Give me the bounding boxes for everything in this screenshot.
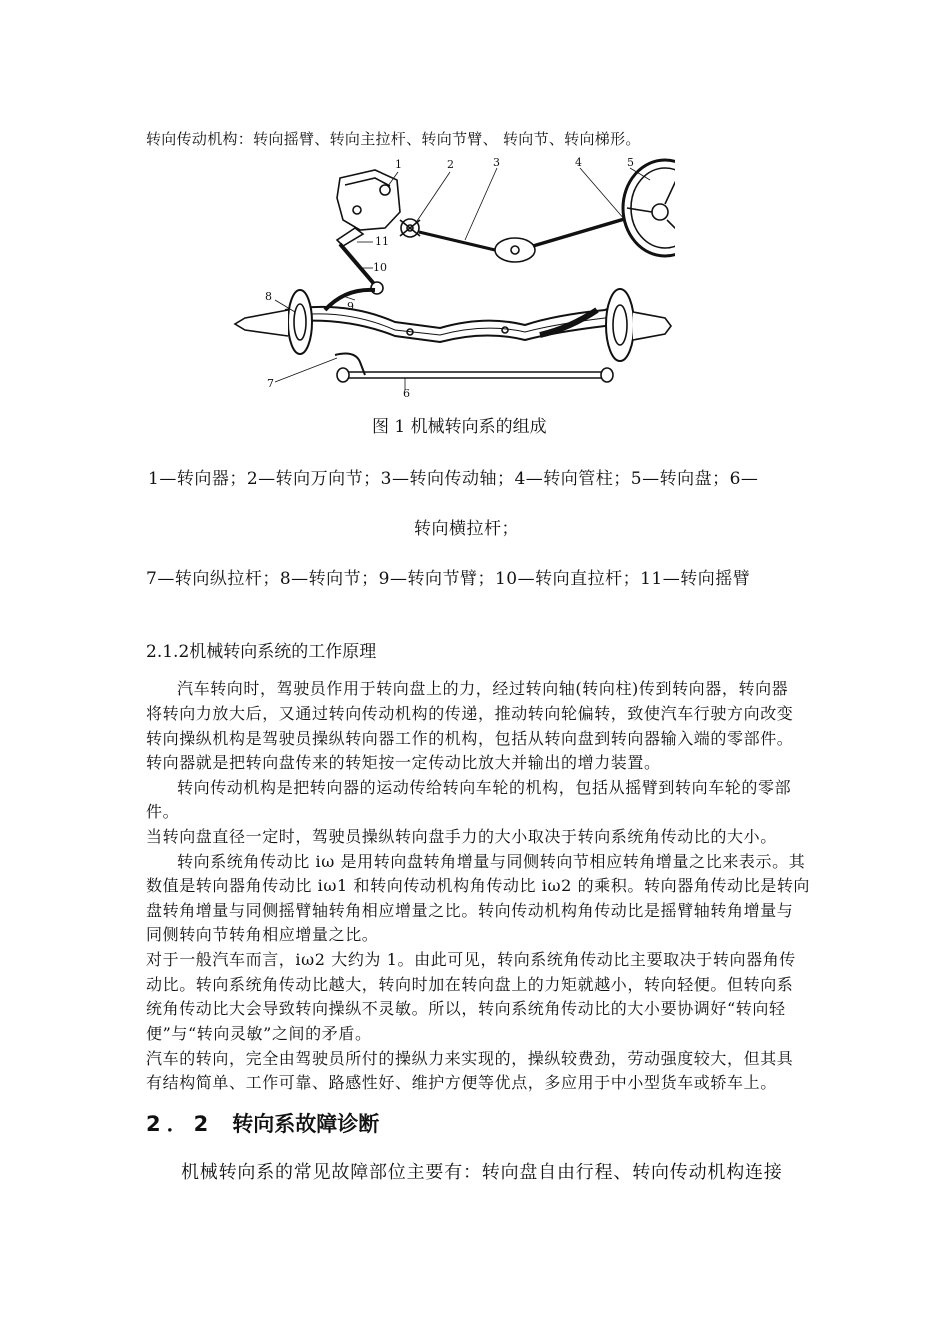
paragraph-line: 数值是转向器角传动比 iω1 和转向传动机构角传动比 iω2 的乘积。转向器角传动比是转向 bbox=[146, 876, 811, 895]
paragraph-line: 汽车转向时，驾驶员作用于转向盘上的力，经过转向轴(转向柱)传到转向器，转向器 bbox=[177, 679, 789, 698]
paragraph-line: 统角传动比大会导致转向操纵不灵敏。所以，转向系统角传动比的大小要协调好“转向轻 bbox=[146, 999, 786, 1018]
steering-system-diagram bbox=[225, 150, 675, 400]
paragraph-line: 盘转角增量与同侧摇臂轴转角相应增量之比。转向传动机构角传动比是摇臂轴转角增量与 bbox=[146, 901, 794, 920]
paragraph-line: 当转向盘直径一定时，驾驶员操纵转向盘手力的大小取决于转向系统角传动比的大小。 bbox=[146, 827, 777, 846]
label-10: 10 bbox=[373, 261, 387, 274]
paragraph-line: 对于一般汽车而言，iω2 大约为 1。由此可见，转向系统角传动比主要取决于转向器角传 bbox=[146, 950, 796, 969]
paragraph-line: 件。 bbox=[146, 802, 180, 821]
label-1: 1 bbox=[395, 158, 402, 171]
section-22-number: 2．2 bbox=[146, 1112, 215, 1136]
paragraph-line: 转向传动机构是把转向器的运动传给转向车轮的机构，包括从摇臂到转向车轮的零部 bbox=[177, 778, 792, 797]
paragraph-line: 同侧转向节转角相应增量之比。 bbox=[146, 925, 379, 944]
label-7: 7 bbox=[267, 377, 274, 390]
paragraph-line: 转向操纵机构是驾驶员操纵转向器工作的机构，包括从转向盘到转向器输入端的零部件。 bbox=[146, 729, 794, 748]
paragraph-line: 动比。转向系统角传动比越大，转向时加在转向盘上的力矩就越小，转向轻便。但转向系 bbox=[146, 975, 794, 994]
intro-line: 转向传动机构：转向摇臂、转向主拉杆、转向节臂、 转向节、转向梯形。 bbox=[146, 130, 641, 148]
label-8: 8 bbox=[265, 290, 272, 303]
paragraph-line: 便”与“转向灵敏”之间的矛盾。 bbox=[146, 1024, 372, 1043]
figure-legend-line-1: 1—转向器；2—转向万向节；3—转向传动轴；4—转向管柱；5—转向盘；6— bbox=[148, 469, 759, 489]
label-9: 9 bbox=[347, 300, 354, 313]
paragraph-line: 有结构简单、工作可靠、路感性好、维护方便等优点，多应用于中小型货车或轿车上。 bbox=[146, 1073, 777, 1092]
section-22-title: 转向系故障诊断 bbox=[232, 1112, 380, 1136]
label-3: 3 bbox=[493, 156, 500, 169]
label-6: 6 bbox=[403, 387, 410, 400]
paragraph-line: 汽车的转向，完全由驾驶员所付的操纵力来实现的，操纵较费劲，劳动强度较大，但其具 bbox=[146, 1049, 794, 1068]
label-5: 5 bbox=[627, 156, 634, 169]
section-22-lead-line: 机械转向系的常见故障部位主要有：转向盘自由行程、转向传动机构连接 bbox=[181, 1162, 783, 1183]
label-2: 2 bbox=[447, 158, 454, 171]
paragraph-line: 转向系统角传动比 iω 是用转向盘转角增量与同侧转向节相应转角增量之比来表示。其 bbox=[177, 852, 806, 871]
section-212-heading: 2.1.2机械转向系统的工作原理 bbox=[146, 642, 377, 662]
label-11: 11 bbox=[375, 235, 389, 248]
section-22-heading bbox=[146, 1108, 379, 1138]
label-4: 4 bbox=[575, 156, 582, 169]
figure-legend-line-3: 7—转向纵拉杆；8—转向节；9—转向节臂；10—转向直拉杆；11—转向摇臂 bbox=[146, 569, 751, 589]
figure-caption: 图 1 机械转向系的组成 bbox=[372, 417, 547, 437]
paragraph-line: 转向器就是把转向盘传来的转矩按一定传动比放大并输出的增力装置。 bbox=[146, 753, 661, 772]
figure-legend-line-2: 转向横拉杆； bbox=[414, 519, 519, 539]
paragraph-line: 将转向力放大后，又通过转向传动机构的传递，推动转向轮偏转，致使汽车行驶方向改变 bbox=[146, 704, 794, 723]
